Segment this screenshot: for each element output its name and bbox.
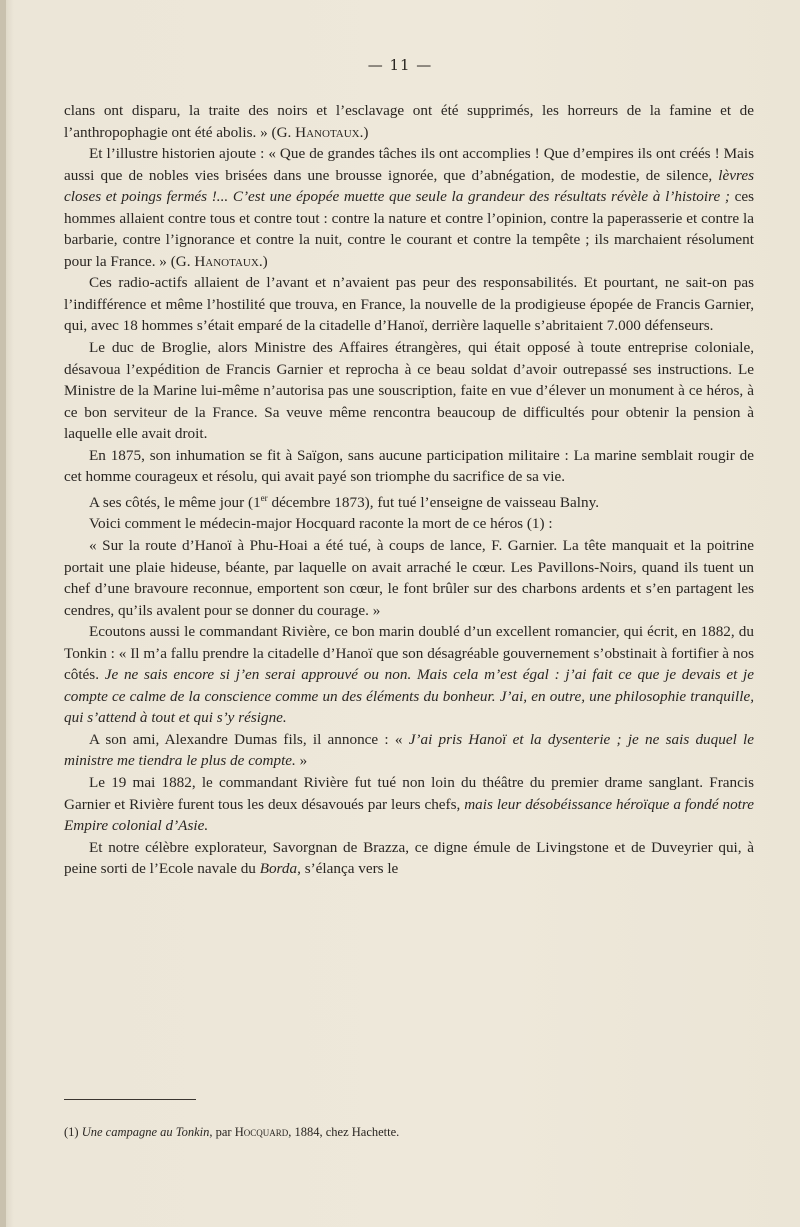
text-run: J’ai pris Hanoï et la dysenterie ; je ne sais duquel le ministre me tiendra le plus de compte. <box>64 730 754 770</box>
text-run: er <box>260 492 268 503</box>
paragraph <box>64 272 754 337</box>
page-number: — 11 — <box>367 56 433 74</box>
text-run: Hanotaux <box>295 123 360 141</box>
text-run: Hanotaux <box>194 252 259 270</box>
paragraph <box>64 535 754 621</box>
paragraph <box>64 621 754 729</box>
text-run: Une campagne au Tonkin <box>81 1125 210 1139</box>
text-run: Le duc de Broglie, alors Ministre des Affaires étrangères, qui était opposé à toute entreprise coloniale, désavoua l’expédition de Francis Garnier et reprocha à ce beau soldat d’avoir outrepassé ses instructions. Le Ministre de la Marine lui-même n’autorisa pas une souscription, faite en vue d’élever un monument à ce héros, à ce bon serviteur de la France. Sa veuve même rencontra beaucoup de difficultés pour obtenir la pension à laquelle elle avait droit. <box>64 339 754 443</box>
text-run: lèvres closes et poings fermés !... C’est une épopée muette que seule la grandeur des résultats révèle à l’histoire ; <box>64 166 754 206</box>
text-run: « Sur la route d’Hanoï à Phu-Hoai a été tué, à coups de lance, F. Garnier. La tête manquait et la poitrine portait une plaie hideuse, béante, par laquelle on avait arraché le cœur. Les Pavillons-Noirs, quand ils tuent un chef d’une bravoure reconnue, emportent son cœur, le font brûler sur des charbons ardents et s’en partagent les cendres, qu’ils avalent pour se donner du courage. » <box>64 537 754 619</box>
text-run: Le 19 mai 1882, le commandant Rivière fut tué non loin du théâtre du premier drame sanglant. Francis Garnier et Rivière furent tous les deux désavoués par leurs chefs, <box>64 774 754 813</box>
text-run: Hocquard <box>234 1125 289 1139</box>
text-run: décembre 1873), fut tué l’enseigne de vaisseau Balny. <box>267 493 600 511</box>
footnote-rule <box>64 1099 196 1100</box>
text-run: , s’élança vers le <box>297 860 399 878</box>
text-run: .) <box>359 123 369 141</box>
text-run: Voici comment le médecin-major Hocquard raconte la mort de ce héros (1) : <box>89 515 553 533</box>
paragraph <box>64 337 754 445</box>
text-run: mais leur désobéissance héroïque a fondé notre Empire colonial d’Asie. <box>64 795 754 835</box>
page-binding-edge <box>0 0 6 1227</box>
text-run: » <box>295 752 308 770</box>
text-run: A ses côtés, le même jour (1 <box>89 493 261 511</box>
footnote <box>64 1124 754 1140</box>
text-run: , par <box>209 1125 235 1139</box>
text-run: Ecoutons aussi le commandant Rivière, ce bon marin doublé d’un excellent romancier, qui écrit, en 1882, du Tonkin : « Il m’a fallu prendre la citadelle d’Hanoï que son désagréable gouvernement s’obstinait à fortifier à nos côtés. <box>64 623 754 684</box>
text-run: Et l’illustre historien ajoute : « Que de grandes tâches ils ont accomplies ! Que d’empires ils ont créés ! Mais aussi que de nobles vies brisées dans une brousse ignorée, que d’abnégation, de modestie, de silence, <box>64 145 754 184</box>
text-run: ces hommes allaient contre tous et contre tout : contre la nature et contre l’opinion, contre la paperasserie et contre la barbarie, contre l’ignorance et contre la nuit, contre le courant et contre la tempête ; ils marchaient résolument pour la France. » (G. <box>64 188 754 270</box>
text-run: .) <box>258 252 268 270</box>
paragraph <box>64 100 754 143</box>
text-run: En 1875, son inhumation se fit à Saïgon, sans aucune participation militaire : La marine semblait rougir de cet homme courageux et résolu, qui avait payé son triomphe du sacrifice de sa vie. <box>64 446 754 486</box>
text-run: (1) <box>64 1125 82 1139</box>
paragraph <box>64 143 754 272</box>
body-text <box>64 100 754 880</box>
text-run: , 1884, chez Hachette. <box>288 1125 400 1139</box>
paragraph <box>64 488 754 514</box>
text-run: Je ne sais encore si j’en serai approuvé ou non. Mais cela m’est égal : j’ai fait ce que je devais et je compte ce calme de la conscience comme un des éléments du bonheur. J’ai, en outre, une philosophie tranquille, qui s’attend à tout et qui s’y résigne. <box>64 666 754 727</box>
text-run: Ces radio-actifs allaient de l’avant et n’avaient pas peur des responsabilités. Et pourtant, ne sait-on pas l’indifférence et même l’hostilité que trouva, en France, la nouvelle de la prodigieuse épopée de Francis Garnier, qui, avec 18 hommes s’était emparé de la citadelle d’Hanoï, derrière laquelle s’abritaient 7.000 défenseurs. <box>64 274 754 335</box>
paragraph <box>64 445 754 488</box>
paragraph <box>64 772 754 837</box>
text-run: A son ami, Alexandre Dumas fils, il annonce : « <box>89 730 409 748</box>
text-run: Borda <box>259 860 298 878</box>
paragraph <box>64 513 754 535</box>
paragraph <box>64 729 754 772</box>
text-run: clans ont disparu, la traite des noirs et l’esclavage ont été supprimés, les horreurs de la famine et de l’anthropophagie ont été abolis. » (G. <box>64 102 754 141</box>
paragraph <box>64 837 754 880</box>
text-run: Et notre célèbre explorateur, Savorgnan de Brazza, ce digne émule de Livingstone et de Duveyrier qui, à peine sorti de l’Ecole navale du <box>64 838 754 878</box>
